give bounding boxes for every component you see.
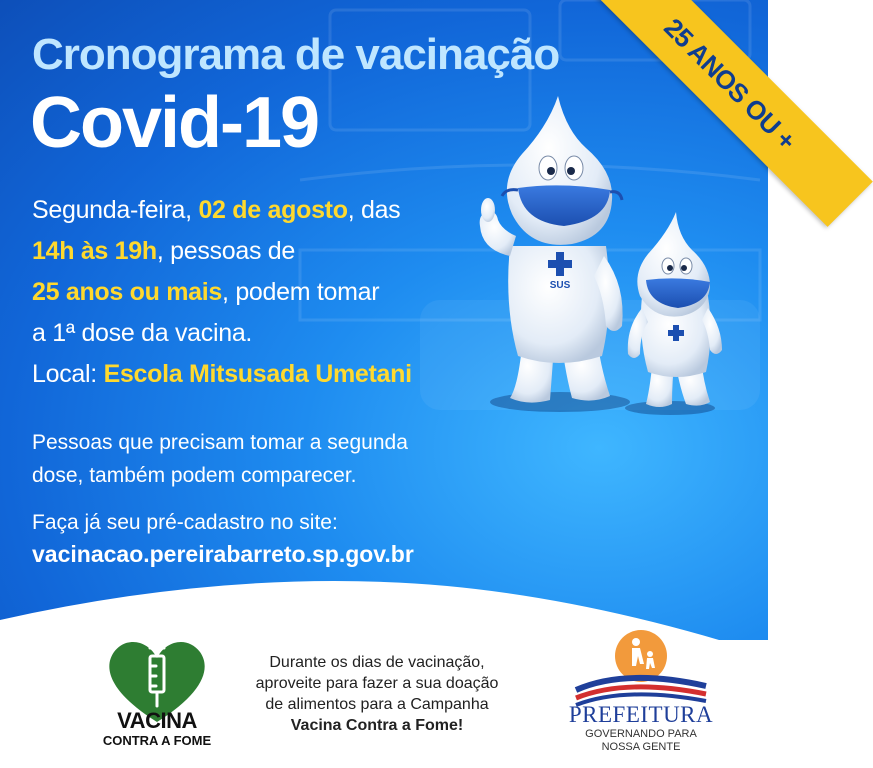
prefeitura-slogan: GOVERNANDO PARA NOSSA GENTE bbox=[585, 728, 697, 753]
schedule-location: Escola Mitsusada Umetani bbox=[103, 360, 412, 388]
mascot-illustration bbox=[470, 96, 750, 426]
precadastro-info bbox=[32, 508, 414, 570]
page-title: Cronograma de vacinação bbox=[32, 30, 560, 79]
donation-message: Durante os dias de vacinação, aproveite para fazer a sua doação de alimentos para a Campanha Vacina Contra a Fome! bbox=[255, 654, 499, 734]
small-mascot bbox=[628, 212, 722, 407]
schedule-dose-line: a 1ª dose da vacina. bbox=[32, 319, 253, 347]
schedule-date: 02 de agosto bbox=[198, 196, 348, 224]
schedule-time: 14h às 19h bbox=[32, 237, 157, 265]
second-dose-note: Pessoas que precisam tomar a segunda dose, também podem comparecer. bbox=[32, 431, 408, 487]
schedule-age: 25 anos ou mais bbox=[32, 278, 223, 306]
schedule-location-line: Local: Escola Mitsusada Umetani bbox=[32, 360, 412, 388]
prefeitura-name: PREFEITURA bbox=[568, 702, 714, 727]
campaign-title: VACINA bbox=[117, 708, 197, 733]
page-subtitle: Covid-19 bbox=[30, 83, 319, 163]
prefeitura-logo-icon bbox=[566, 628, 716, 708]
schedule-age-line: 25 anos ou mais, podem tomar bbox=[32, 278, 380, 306]
campaign-subtitle: CONTRA A FOME bbox=[102, 733, 212, 748]
schedule-info bbox=[32, 190, 452, 395]
precadastro-url[interactable]: vacinacao.pereirabarreto.sp.gov.br bbox=[32, 541, 414, 567]
big-mascot bbox=[480, 96, 623, 403]
precadastro-label: Faça já seu pré-cadastro no site: bbox=[32, 511, 338, 534]
age-ribbon-label: 25 ANOS OU + bbox=[658, 11, 803, 156]
schedule-time-line: 14h às 19h, pessoas de bbox=[32, 237, 296, 265]
sus-badge: SUS bbox=[549, 280, 571, 291]
schedule-date-line: Segunda-feira, 02 de agosto, das bbox=[32, 196, 401, 224]
